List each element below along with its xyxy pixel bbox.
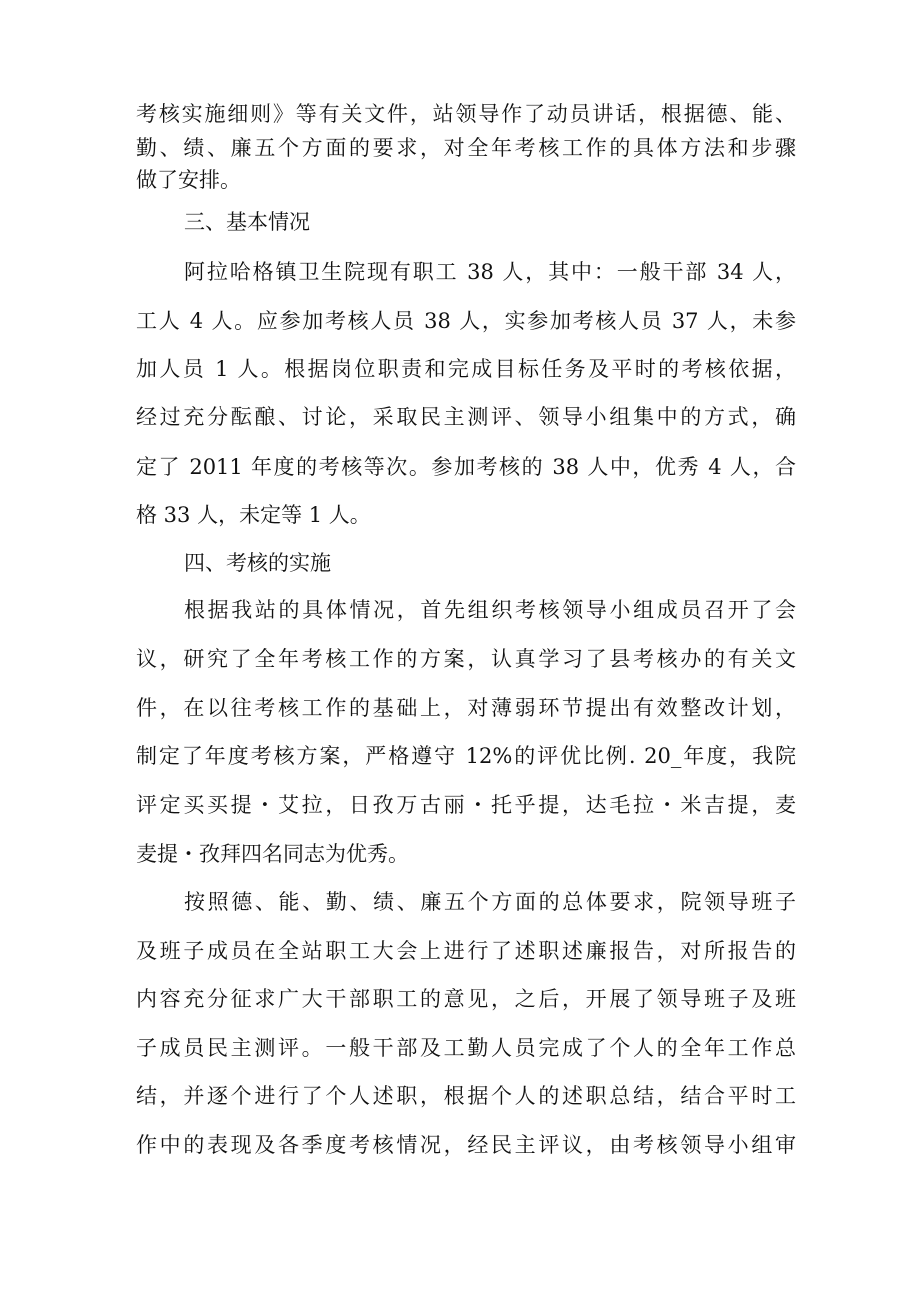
section4-p1-line-5: 评定买买提・艾拉，日孜万古丽・托乎提，达毛拉・米吉提，麦 — [136, 793, 796, 817]
section4-p1-line-1: 根据我站的具体情况，首先组织考核领导小组成员召开了会 — [184, 598, 796, 622]
intro-line-1: 考核实施细则》等有关文件，站领导作了动员讲话，根据德、能、 — [136, 102, 796, 126]
section3-line-4: 经过充分酝酿、讨论，采取民主测评、领导小组集中的方式，确 — [136, 405, 796, 429]
section4-p1-line-3: 件，在以往考核工作的基础上，对薄弱环节提出有效整改计划， — [136, 696, 796, 720]
section4-p2-line-2: 及班子成员在全站职工大会上进行了述职述廉报告，对所报告的 — [136, 939, 796, 963]
section3-line-2: 工人 4 人。应参加考核人员 38 人，实参加考核人员 37 人，未参 — [136, 309, 796, 333]
section4-p2-line-4: 子成员民主测评。一般干部及工勤人员完成了个人的全年工作总 — [136, 1036, 796, 1060]
section4-p2-line-6: 作中的表现及各季度考核情况，经民主评议，由考核领导小组审 — [136, 1133, 796, 1157]
section4-p1-line-2: 议，研究了全年考核工作的方案，认真学习了县考核办的有关文 — [136, 647, 796, 671]
section3-line-3: 加人员 1 人。根据岗位职责和完成目标任务及平时的考核依据， — [136, 357, 796, 381]
section3-line-1: 阿拉哈格镇卫生院现有职工 38 人，其中：一般干部 34 人， — [184, 260, 796, 284]
intro-line-3: 做了安排。 — [136, 168, 241, 192]
section4-title: 四、考核的实施 — [184, 551, 331, 575]
section3-title: 三、基本情况 — [184, 210, 310, 234]
section4-p2-line-3: 内容充分征求广大干部职工的意见，之后，开展了领导班子及班 — [136, 987, 796, 1011]
intro-line-2: 勤、绩、廉五个方面的要求，对全年考核工作的具体方法和步骤 — [136, 136, 796, 160]
section4-p1-line-4: 制定了年度考核方案，严格遵守 12%的评优比例. 20_年度，我院 — [136, 744, 796, 768]
section3-line-6: 格 33 人，未定等 1 人。 — [136, 503, 371, 527]
section4-p2-line-1: 按照德、能、勤、绩、廉五个方面的总体要求，院领导班子 — [184, 890, 796, 914]
section4-p2-line-5: 结，并逐个进行了个人述职，根据个人的述职总结，结合平时工 — [136, 1084, 796, 1108]
section3-line-5: 定了 2011 年度的考核等次。参加考核的 38 人中，优秀 4 人，合 — [136, 455, 796, 479]
section4-p1-line-6: 麦提・孜拜四名同志为优秀。 — [136, 842, 409, 866]
